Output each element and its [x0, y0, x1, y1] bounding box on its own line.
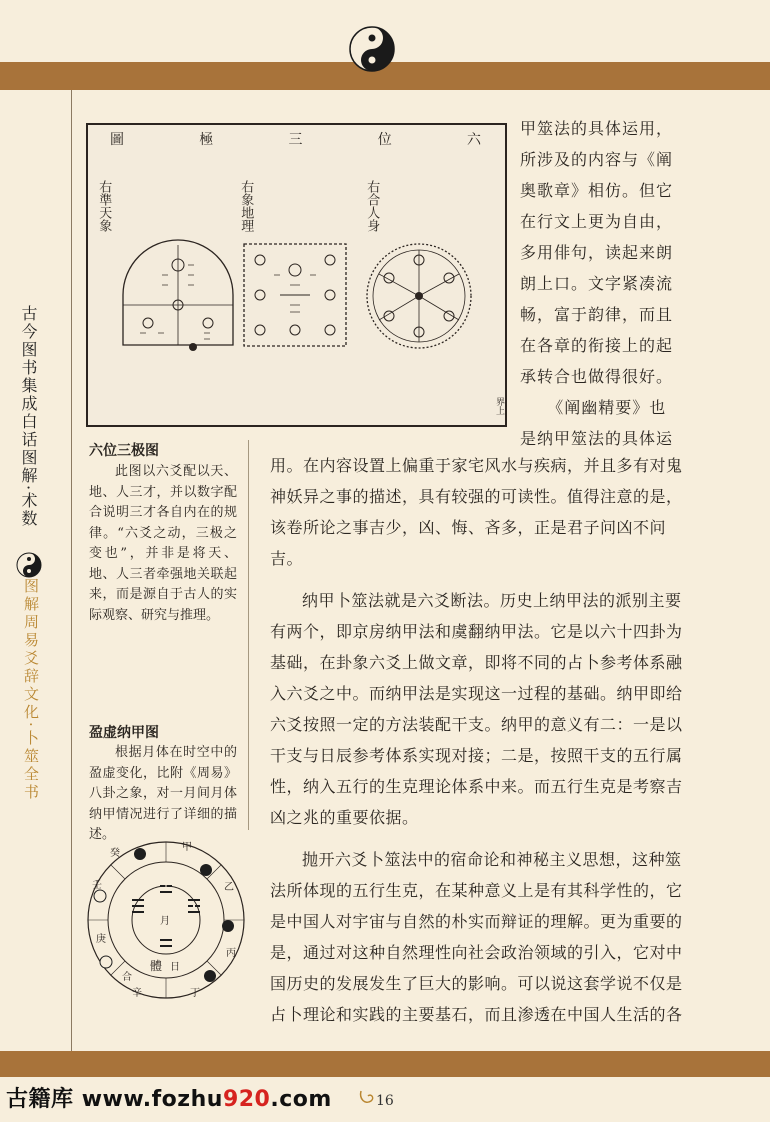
- site-url-suffix: .com: [270, 1087, 332, 1112]
- figure-col-heaven: 右準天象: [96, 180, 112, 232]
- figure-col-man: 右合人身: [364, 180, 380, 232]
- book-title: 古今图书集成白话图解·术数: [19, 305, 38, 529]
- main-body: [270, 450, 690, 1041]
- najia-label: 辛: [132, 988, 142, 999]
- man-circle-diagram: [363, 240, 475, 352]
- text-line: 在各章的衔接上的起: [520, 336, 674, 355]
- body-paragraph: 抛开六爻卜筮法中的宿命论和神秘主义思想，这种筮法所体现的五行生克，在某种意义上是有其科学性的，它是中国人对宇宙与自然的朴实而辩证的理解。更为重要的是，通过对这种自然理性向社会政治领域的引入，它对中国历史的发展发生了巨大的影响。可以说这套学说不仅是占卜理论和实践的主要基石，而且渗透在中国人生活的各: [270, 850, 683, 1024]
- text-line: 朗上口。文字紧凑流: [520, 274, 674, 293]
- liuwei-sanji-figure: [86, 123, 507, 427]
- site-name: 古籍库: [6, 1087, 74, 1112]
- earth-square-diagram: [240, 240, 350, 350]
- figure-corner-mark: 界上: [494, 397, 504, 415]
- yin-yang-icon: [349, 26, 395, 72]
- najia-label: 甲: [182, 842, 192, 853]
- figure-title-char: 位: [377, 132, 394, 148]
- figure-title-char: 圖: [110, 132, 126, 148]
- najia-label: 丁: [190, 988, 200, 999]
- book-subtitle: 图解周易爻辞文化·卜筮全书: [22, 578, 40, 802]
- najia-label: 庚: [96, 934, 106, 945]
- site-url-prefix: www.fozhu: [81, 1087, 223, 1112]
- text-line: 畅，富于韵律，而且: [520, 305, 674, 324]
- figure-col-earth: 右象地理: [238, 180, 254, 232]
- najia-label: 月: [160, 916, 170, 927]
- caption-title-yingxu: 盈虚纳甲图: [89, 725, 159, 741]
- yingxu-najia-diagram: [86, 830, 246, 1010]
- figure-title-char: 極: [199, 132, 216, 148]
- text-line: 奥歌章》相仿。但它: [520, 181, 674, 200]
- heaven-dome-diagram: [118, 235, 238, 355]
- najia-label: 日: [170, 962, 180, 973]
- text-line: 所涉及的内容与《阐: [520, 150, 674, 169]
- footer-band: [0, 1051, 770, 1077]
- figure-title-char: 六: [467, 132, 483, 148]
- site-url-number: 920: [222, 1087, 271, 1112]
- figure-title-char: 三: [288, 132, 305, 148]
- text-line: 承转合也做得很好。: [520, 367, 674, 386]
- text-line: 《阐幽精要》也: [547, 398, 667, 417]
- body-paragraph: 用。在内容设置上偏重于家宅风水与疾病，并且多有对鬼神妖异之事的描述，具有较强的可读性。值得注意的是，该卷所论之事吉少，凶、悔、吝多，正是君子问凶不问吉。: [270, 456, 683, 568]
- caption-divider: [248, 440, 249, 830]
- body-paragraph: 纳甲卜筮法就是六爻断法。历史上纳甲法的派别主要有两个，即京房纳甲法和虞翻纳甲法。它是以六十四卦为基础，在卦象六爻上做文章，即将不同的占卜参考体系融入六爻之中。而纳甲法是实现这一过程的基础。纳甲即给六爻按照一定的方法装配干支。纳甲的意义有二：一是以干支与日辰参考体系实现对接；二是，按照干支的五行属性，纳入五行的生克理论体系中来。而五行生克是考察吉凶之兆的重要依据。: [270, 591, 683, 827]
- site-watermark: [6, 1082, 332, 1113]
- caption-title-liuwei: 六位三极图: [89, 443, 159, 459]
- caption-body-yingxu: 根据月体在时空中的盈虚变化，比附《周易》八卦之象，对一月间月体纳甲情况进行了详细的描述。: [89, 745, 237, 842]
- text-line: 是纳甲筮法的具体运: [520, 429, 674, 448]
- top-right-text: [520, 113, 690, 454]
- najia-label: 癸: [110, 848, 120, 859]
- text-line: 多用俳句，读起来朗: [520, 243, 674, 262]
- najia-label: 合: [122, 972, 132, 983]
- najia-label: 乙: [224, 882, 234, 893]
- yin-yang-small-icon: [16, 552, 42, 578]
- text-line: 甲筮法的具体运用，: [520, 119, 674, 138]
- left-rule: [71, 90, 72, 1051]
- figure-title: [92, 129, 501, 149]
- page-number: 16: [376, 1093, 394, 1109]
- caption-body-liuwei: 此图以六爻配以天、地、人三才，并以数字配合说明三才各自内在的规律。“六爻之动，三极之变也”，并非是将天、地、人三者牵强地关联起来，而是源自于古人的实际观察、研究与推理。: [89, 464, 237, 623]
- najia-label: 壬: [92, 880, 102, 891]
- text-line: 在行文上更为自由，: [520, 212, 674, 231]
- najia-label: 體: [150, 959, 163, 973]
- najia-label: 丙: [226, 948, 236, 959]
